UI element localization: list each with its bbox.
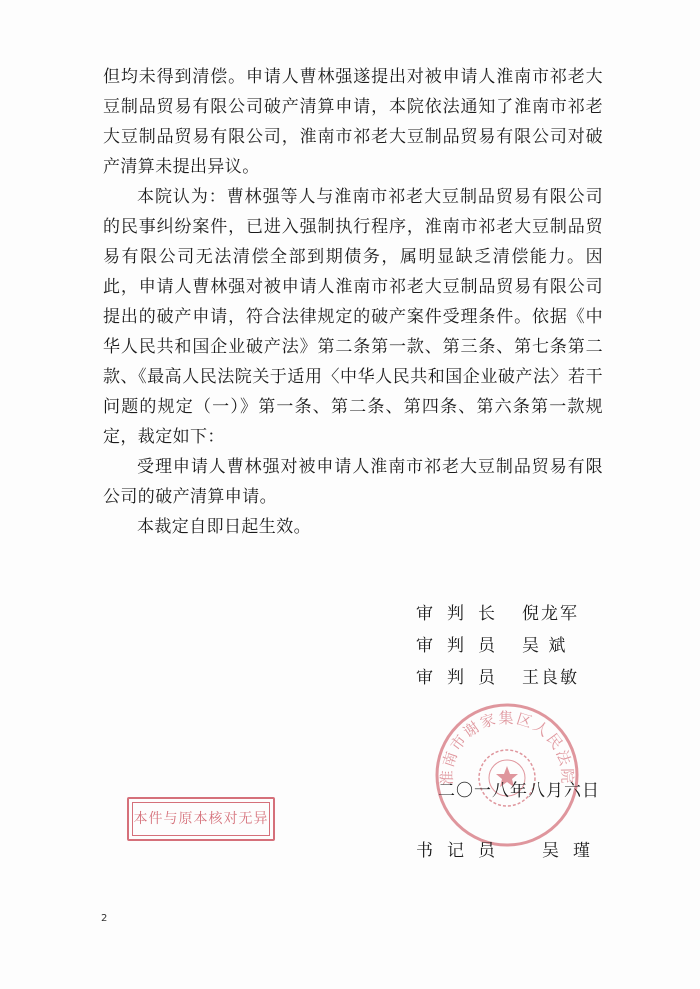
signature-title: 审判员	[416, 636, 509, 656]
clerk-signature	[416, 836, 604, 861]
signature-row	[416, 598, 606, 630]
copy-verified-stamp: 本件与原本核对无异	[127, 797, 275, 841]
signature-title: 审判长	[416, 604, 509, 624]
paragraph-ruling: 受理申请人曹林强对被申请人淮南市祁老大豆制品贸易有限公司的破产清算申请。	[103, 457, 603, 507]
signature-name: 吴 斌	[522, 636, 568, 656]
court-seal-icon	[432, 700, 582, 850]
signature-name: 倪龙军	[522, 604, 579, 624]
paragraph-1: 但均未得到清偿。申请人曹林强遂提出对被申请人淮南市祁老大豆制品贸易有限公司破产清算申请，本院依法通知了淮南市祁老大豆制品贸易有限公司，淮南市祁老大豆制品贸易有限公司对破产清算未提出异议。	[103, 67, 603, 177]
signature-name: 王良敏	[522, 668, 579, 688]
document-body	[103, 62, 603, 542]
page-number: 2	[101, 913, 108, 924]
paragraph-ruling-reasoning: 本院认为：曹林强等人与淮南市祁老大豆制品贸易有限公司的民事纠纷案件，已进入强制执行程序，淮南市祁老大豆制品贸易有限公司无法清偿全部到期债务，属明显缺乏清偿能力。因此，申请人曹林强对被申请人淮南市祁老大豆制品贸易有限公司提出的破产申请，符合法律规定的破产案件受理条件。依据《中华人民共和国企业破产法》第二条第一款、第三条、第七条第二款、《最高人民法院关于适用〈中华人民共和国企业破产法〉若干问题的规定（一）》第一条、第二条、第四条、第六条第一款规定，裁定如下：	[103, 187, 603, 447]
clerk-title: 书记员	[416, 841, 509, 861]
clerk-name: 吴瑾	[542, 841, 604, 861]
signature-row	[416, 630, 606, 662]
court-seal-text: 淮南市谢家集区人民法院	[437, 708, 577, 786]
document-date: 二〇一八年八月六日	[438, 781, 600, 801]
signature-title: 审判员	[416, 668, 509, 688]
paragraph-effective: 本裁定自即日起生效。	[137, 517, 311, 537]
signature-block	[416, 598, 606, 694]
signature-row	[416, 662, 606, 694]
